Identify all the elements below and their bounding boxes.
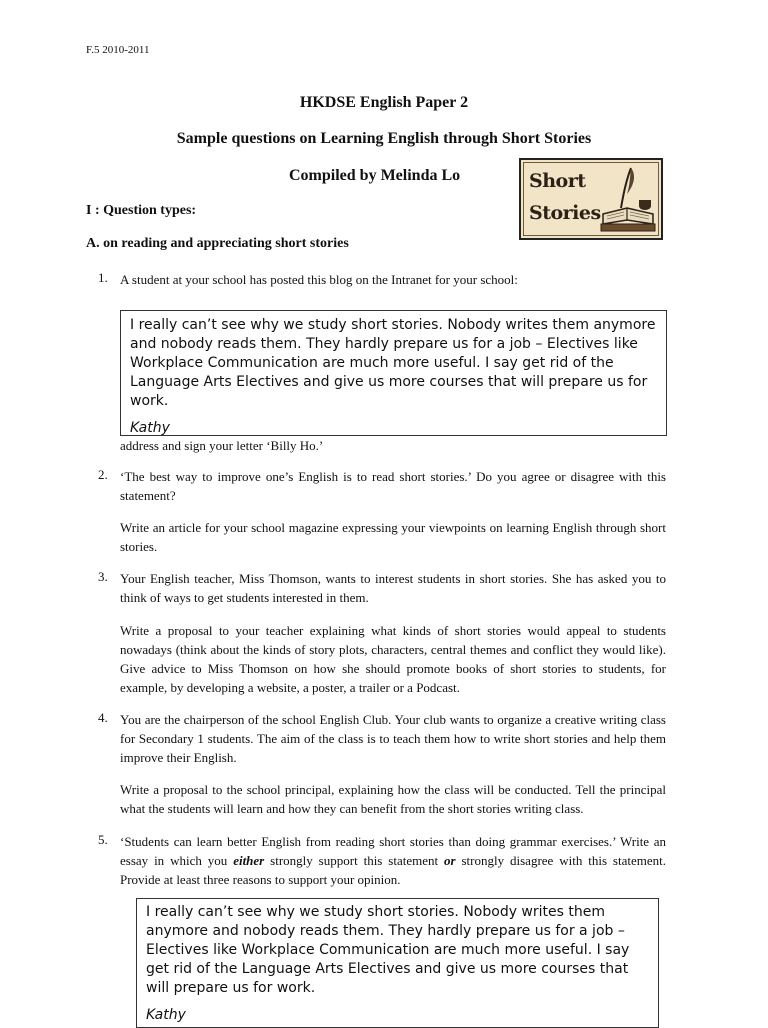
question-5-text	[120, 832, 666, 889]
question-1-number: 1.	[98, 270, 108, 285]
question-5-text-b: strongly support this statement	[264, 853, 445, 868]
question-5-number: 5.	[98, 832, 108, 847]
paper-title: HKDSE English Paper 2	[299, 94, 469, 111]
question-3-number: 3.	[98, 569, 108, 584]
question-3-text: Your English teacher, Miss Thomson, wants to interest students in short stories. She has asked you to think of ways to get students interested in them.	[120, 571, 666, 605]
question-4-task: Write a proposal to the school principal, explaining how the class will be conducted. Tell the principal what the students will learn and how they can benefit from the short stories writing class.	[120, 782, 666, 816]
question-5-or: or	[444, 853, 456, 868]
question-3-task: Write a proposal to your teacher explaining what kinds of short stories would appeal to students nowadays (think about the kinds of story plots, characters, central themes and conflict they would like). Give advice to Miss Thomson on how she should promote books of short stories to students, for example, by developing a website, a poster, a trailer or a Podcast.	[120, 623, 666, 695]
paper-subtitle: Sample questions on Learning English through Short Stories	[176, 130, 592, 147]
blog-post-box-repeat	[136, 898, 659, 1028]
short-stories-logo	[519, 158, 663, 240]
question-1-instruction: address and sign your letter ‘Billy Ho.’	[120, 438, 324, 453]
section-question-types: I : Question types:	[86, 203, 197, 218]
blog-post-box	[120, 310, 667, 436]
question-2-task: Write an article for your school magazine expressing your viewpoints on learning English through short stories.	[120, 520, 666, 554]
question-5-either: either	[233, 853, 265, 868]
blog-post-text: I really can’t see why we study short stories. Nobody writes them anymore and nobody reads them. They hardly prepare us for a job – Electives like Workplace Communication are much more useful. I say get rid of the Language Arts Electives and give us more courses that will prepare us for work.	[130, 317, 656, 409]
question-2-number: 2.	[98, 467, 108, 482]
question-4-number: 4.	[98, 710, 108, 725]
blog-signature: Kathy	[130, 420, 170, 436]
compiler-line: Compiled by Melinda Lo	[289, 167, 461, 184]
document-code: F.5 2010-2011	[86, 44, 150, 56]
question-4-text: You are the chairperson of the school English Club. Your club wants to organize a creative writing class for Secondary 1 students. The aim of the class is to teach them how to write short stories and help them improve their English.	[120, 712, 666, 765]
question-5-text-c: strongly disagree with this statement. Provide at least three reasons to support your opinion.	[120, 853, 667, 887]
section-reading-short-stories: A. on reading and appreciating short stories	[86, 236, 349, 251]
blog-post-text-repeat: I really can’t see why we study short stories. Nobody writes them anymore and nobody reads them. They hardly prepare us for a job – Electives like Workplace Communication are much more useful. I say get rid of the Language Arts Electives and give us more courses that will prepare us for work.	[146, 904, 630, 996]
question-2-text: ‘The best way to improve one’s English is to read short stories.’ Do you agree or disagree with this statement?	[120, 469, 666, 503]
logo-word-stories: Stories	[529, 202, 601, 224]
question-5-text-a: ‘Students can learn better English from reading short stories than doing grammar exercises.’ Write an essay in which you	[120, 834, 666, 868]
book-quill-icon	[597, 164, 659, 236]
logo-word-short: Short	[529, 170, 586, 192]
question-1-text: A student at your school has posted this blog on the Intranet for your school:	[120, 272, 518, 287]
blog-signature-repeat: Kathy	[146, 1007, 186, 1023]
